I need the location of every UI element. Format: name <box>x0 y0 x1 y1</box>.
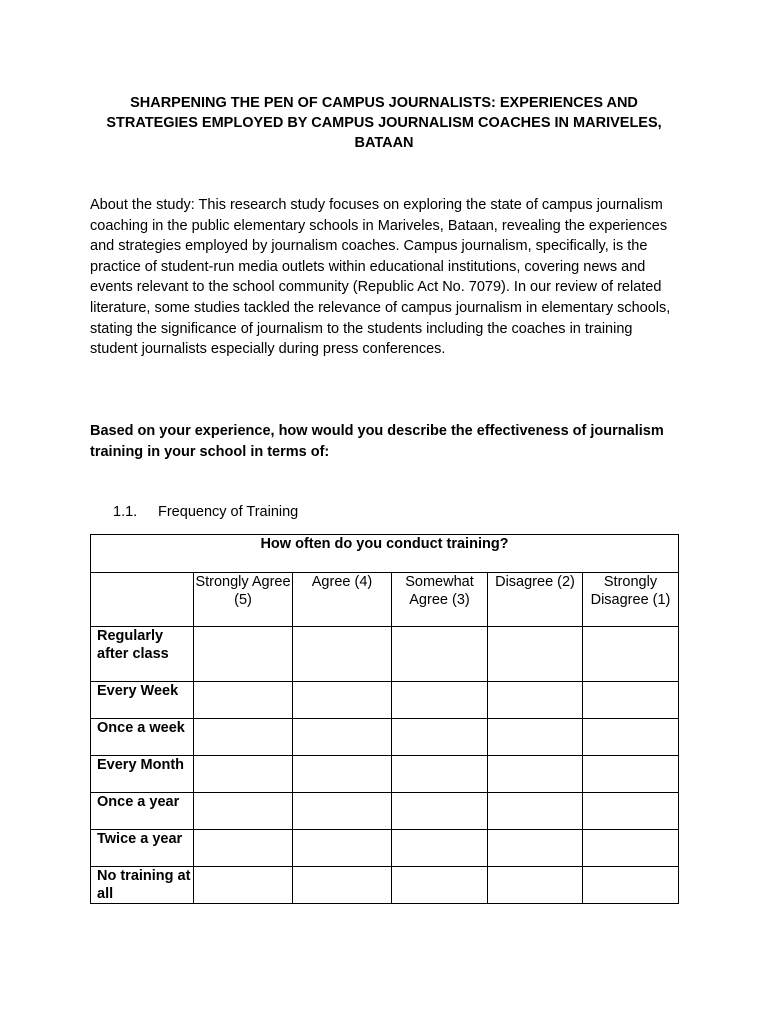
rating-cell[interactable] <box>293 830 392 867</box>
frequency-table <box>90 534 679 904</box>
section-number: 1.1. <box>113 504 138 520</box>
row-label: Every Month <box>91 756 194 793</box>
rating-cell[interactable] <box>293 719 392 756</box>
table-row <box>91 830 679 867</box>
header-empty-cell <box>91 573 194 627</box>
table-row <box>91 719 679 756</box>
rating-cell[interactable] <box>293 867 392 904</box>
section-label: Frequency of Training <box>158 504 299 520</box>
row-label: Twice a year <box>91 830 194 867</box>
rating-cell[interactable] <box>583 627 679 682</box>
column-header: Agree (4) <box>293 573 392 627</box>
rating-cell[interactable] <box>583 793 679 830</box>
rating-cell[interactable] <box>194 756 293 793</box>
rating-cell[interactable] <box>293 682 392 719</box>
rating-cell[interactable] <box>583 867 679 904</box>
rating-cell[interactable] <box>583 682 679 719</box>
survey-question: Based on your experience, how would you describe the effectiveness of journalism training in your school in terms of: <box>90 423 664 460</box>
row-label: Once a year <box>91 793 194 830</box>
rating-cell[interactable] <box>488 682 583 719</box>
table-caption: How often do you conduct training? <box>91 535 679 573</box>
row-label: Regularly after class <box>91 627 194 682</box>
rating-cell[interactable] <box>392 719 488 756</box>
rating-cell[interactable] <box>488 830 583 867</box>
about-paragraph: About the study: This research study focuses on exploring the state of campus journalism coaching in the public elementary schools in Mariveles, Bataan, revealing the experiences and strategies employed by journalism coaches. Campus journalism, specifically, is the practice of student-run media outlets within educational institutions, covering news and events relevant to the school community (Republic Act No. 7079). In our review of related literature, some studies tackled the relevance of campus journalism in elementary schools, stating the significance of journalism to the students including the coaches in training student journalists especially during press conferences. <box>90 197 671 358</box>
rating-cell[interactable] <box>194 867 293 904</box>
header-row <box>91 573 679 627</box>
table-row <box>91 756 679 793</box>
table-row <box>91 867 679 904</box>
column-header: Strongly Agree (5) <box>194 573 293 627</box>
rating-cell[interactable] <box>488 756 583 793</box>
rating-cell[interactable] <box>583 719 679 756</box>
row-label: No training at all <box>91 867 194 904</box>
section-heading <box>113 503 298 521</box>
rating-cell[interactable] <box>293 756 392 793</box>
rating-cell[interactable] <box>194 682 293 719</box>
table-row <box>91 793 679 830</box>
rating-cell[interactable] <box>583 756 679 793</box>
rating-cell[interactable] <box>392 682 488 719</box>
document-title: SHARPENING THE PEN OF CAMPUS JOURNALISTS: EXPERIENCES AND STRATEGIES EMPLOYED BY CAMPUS JOURNALISM COACHES IN MARIVELES, BATAAN <box>106 95 662 151</box>
rating-cell[interactable] <box>488 719 583 756</box>
column-header: Disagree (2) <box>488 573 583 627</box>
rating-cell[interactable] <box>392 793 488 830</box>
rating-cell[interactable] <box>392 867 488 904</box>
rating-cell[interactable] <box>194 719 293 756</box>
table-row <box>91 682 679 719</box>
row-label: Once a week <box>91 719 194 756</box>
rating-cell[interactable] <box>392 627 488 682</box>
rating-cell[interactable] <box>488 793 583 830</box>
rating-cell[interactable] <box>488 867 583 904</box>
rating-cell[interactable] <box>583 830 679 867</box>
rating-cell[interactable] <box>392 830 488 867</box>
row-label: Every Week <box>91 682 194 719</box>
rating-cell[interactable] <box>194 830 293 867</box>
rating-cell[interactable] <box>194 627 293 682</box>
table-row <box>91 627 679 682</box>
rating-cell[interactable] <box>194 793 293 830</box>
rating-cell[interactable] <box>293 627 392 682</box>
rating-cell[interactable] <box>488 627 583 682</box>
rating-cell[interactable] <box>293 793 392 830</box>
column-header: Somewhat Agree (3) <box>392 573 488 627</box>
rating-cell[interactable] <box>392 756 488 793</box>
column-header: Strongly Disagree (1) <box>583 573 679 627</box>
